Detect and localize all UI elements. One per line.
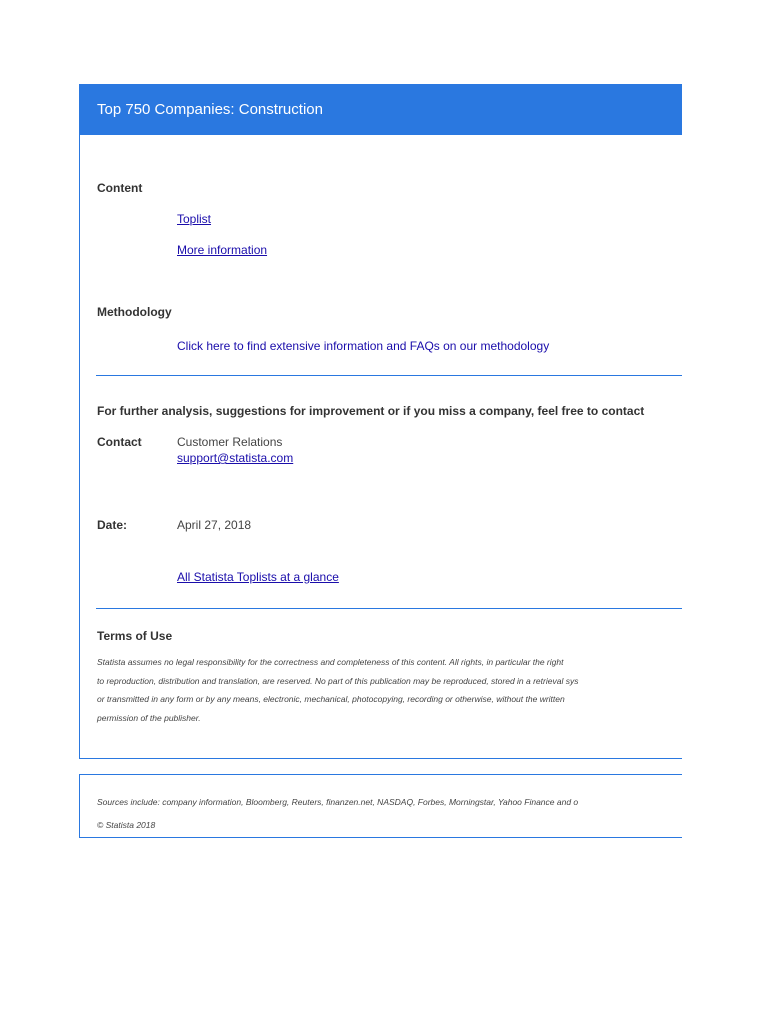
date-value: April 27, 2018 [177,518,252,532]
divider [96,375,699,376]
sources-text: Sources include: company information, Bloomberg, Reuters, finanzen.net, NASDAQ, Forbes, Morningstar, Yahoo Finance and o [97,797,579,807]
divider [96,608,699,609]
methodology-label: Methodology [97,305,172,319]
terms-label: Terms of Use [97,629,173,643]
date-label: Date: [97,518,128,532]
terms-line: permission of the publisher. [97,712,201,723]
main-panel [79,84,699,759]
toplist-link[interactable]: Toplist [177,212,212,226]
content-label: Content [97,181,143,195]
support-email-link[interactable]: support@statista.com [177,451,294,465]
page-edge-mask [682,0,768,1024]
header-bar [80,84,699,135]
contact-name: Customer Relations [177,435,283,449]
more-information-link[interactable]: More information [177,243,268,257]
terms-line: or transmitted in any form or by any means, electronic, mechanical, photocopying, recording or otherwise, without the written [97,694,565,704]
copyright-text: © Statista 2018 [97,820,156,830]
contact-label: Contact [97,435,142,449]
terms-line: to reproduction, distribution and translation, are reserved. No part of this publication may be reproduced, stored in a retrieval sys [97,675,579,686]
footer-panel [79,774,699,838]
further-analysis-text: For further analysis, suggestions for improvement or if you miss a company, feel free to contact [97,404,645,418]
methodology-link[interactable]: Click here to find extensive information and FAQs on our methodology [177,339,550,353]
all-toplists-link[interactable]: All Statista Toplists at a glance [177,570,339,584]
page-title: Top 750 Companies: Construction [97,101,323,118]
terms-body [97,653,697,727]
terms-line: Statista assumes no legal responsibility for the correctness and completeness of this content. All rights, in particular the right [97,657,564,667]
